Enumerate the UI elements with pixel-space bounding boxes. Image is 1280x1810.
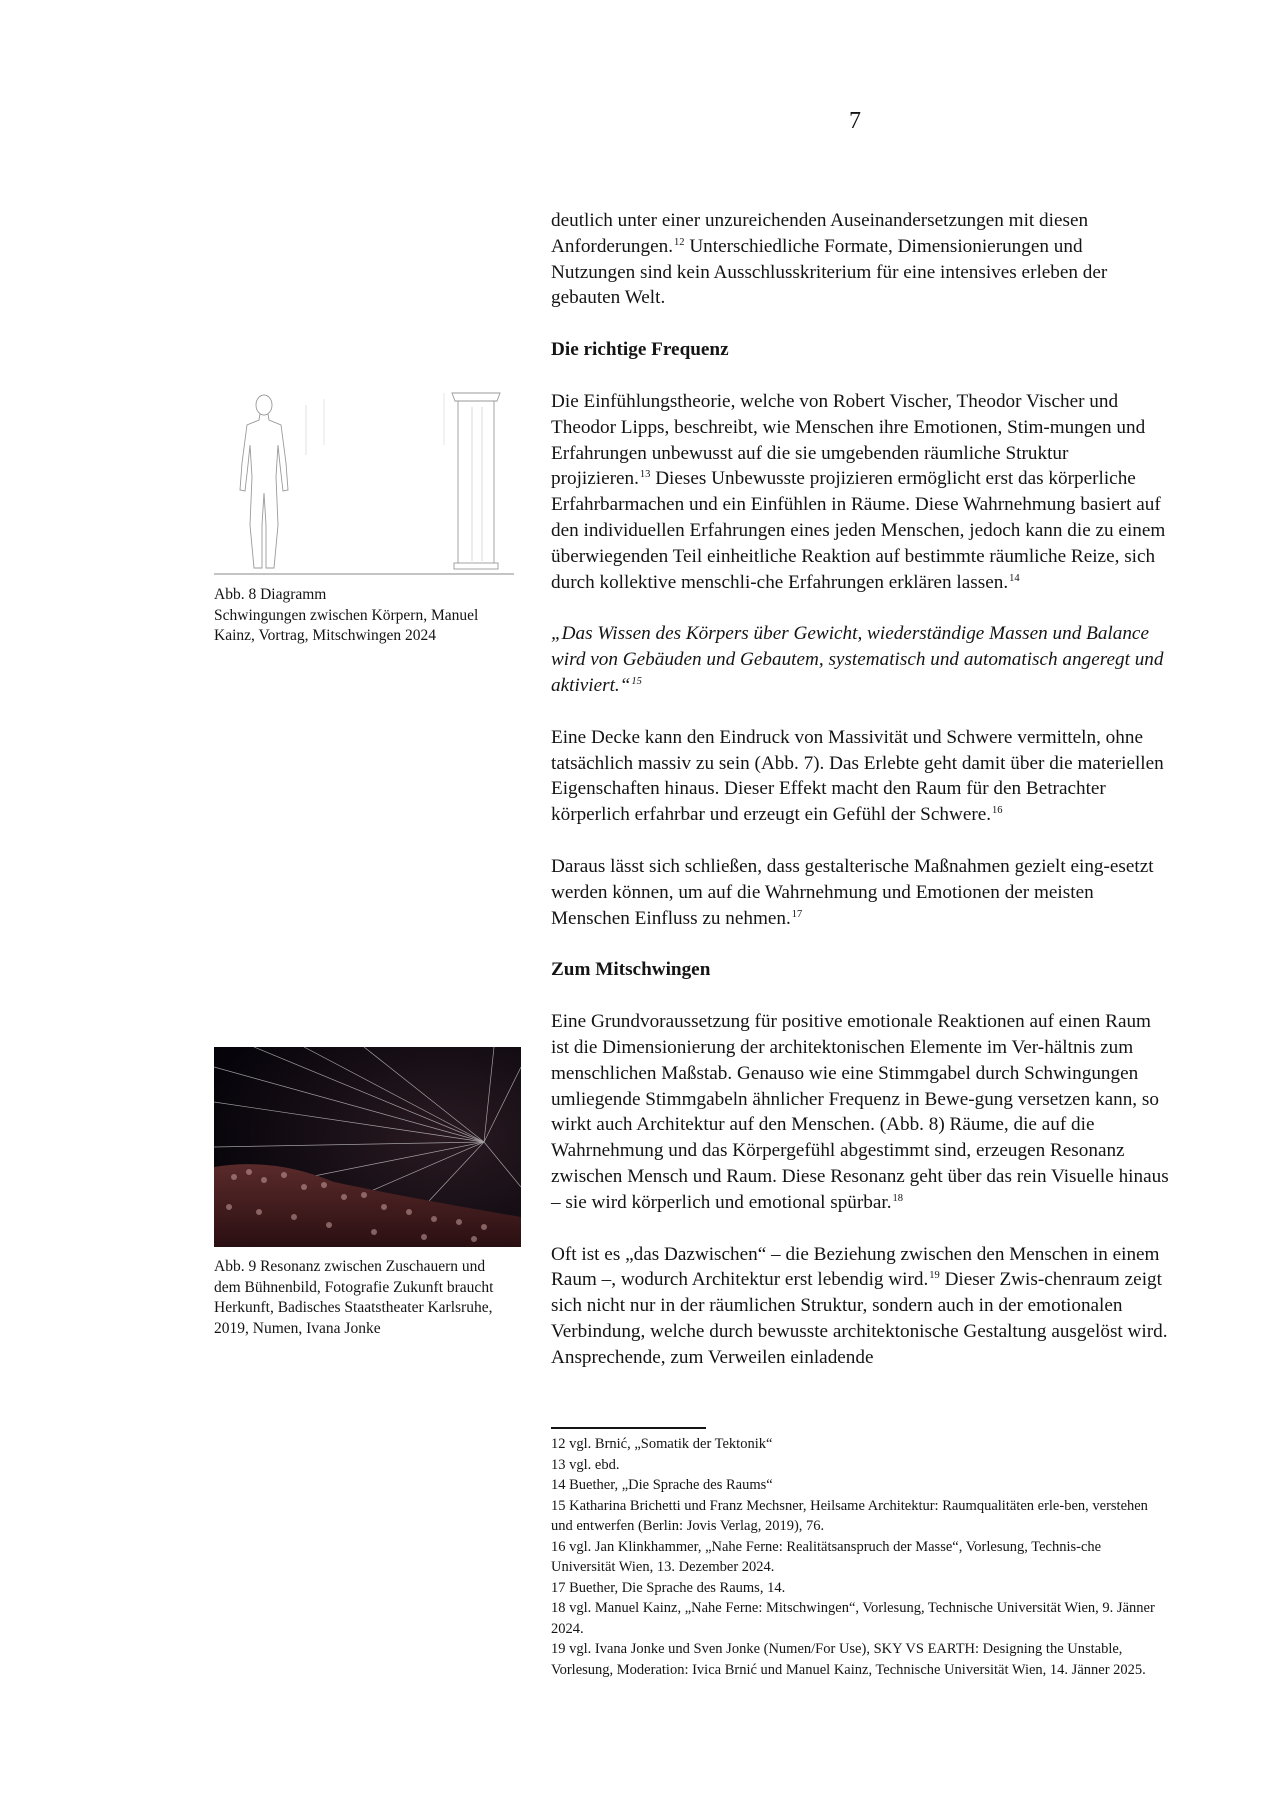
footnote-ref-18[interactable]: 18 bbox=[892, 1192, 904, 1204]
heading-die-richtige-frequenz: Die richtige Frequenz bbox=[551, 339, 729, 361]
figure-8-drawing bbox=[214, 385, 514, 575]
footnote-16: 16 vgl. Jan Klinkhammer, „Nahe Ferne: Realitätsanspruch der Masse“, Vorlesung, Technis-che Universität Wien, 13. Dezember 2024. bbox=[551, 1538, 1102, 1575]
footnote-13: 13 vgl. ebd. bbox=[551, 1456, 620, 1473]
footnote-18: 18 vgl. Manuel Kainz, „Nahe Ferne: Mitschwingen“, Vorlesung, Technische Universität Wien, 9. Jänner 2024. bbox=[551, 1600, 1155, 1637]
footnote-15: 15 Katharina Brichetti und Franz Mechsner, Heilsame Architektur: Raumqualitäten erle-ben, verstehen und entwerfen (Berlin: Jovis Verlag, 2019), 76. bbox=[551, 1497, 1148, 1534]
figure-8-caption-text: Schwingungen zwischen Körpern, Manuel Kainz, Vortrag, Mitschwingen 2024 bbox=[214, 606, 479, 644]
footnote-divider bbox=[551, 1427, 706, 1429]
footnote-12: 12 vgl. Brnić, „Somatik der Tektonik“ bbox=[551, 1436, 773, 1452]
paragraph-2: Die Einfühlungstheorie, welche von Robert Vischer, Theodor Vischer und Theodor Lipps, beschreibt, wie Menschen ihre Emotionen, Stim-mungen und Erfahrungen unbewusst auf die sie umgebenden räumliche Struktur projizieren.$^{13}$ Dieses Unbewusste projizieren ermöglicht erst das körperliche Erfahrbarmachen und ein Einfühlen in Räume. Diese Wahrnehmung basiert auf den individuellen Erfahrungen eines jeden Menschen, jedoch kann die zu einem überwiegenden Teil einheitliche Reaktion auf bestimmte räumliche Reize, sich durch kollektive menschli-che Erfahrungen erklären lassen.$^{14}$ bbox=[551, 390, 1166, 593]
block-quote: „Das Wissen des Körpers über Gewicht, wiederständige Massen und Balance wird von Gebäuden und Gebautem, systematisch und automatisch angeregt und aktiviert.“$^{15}$ bbox=[551, 623, 1164, 696]
footnotes-list bbox=[551, 1434, 1166, 1680]
footnote-14: 14 Buether, „Die Sprache des Raums“ bbox=[551, 1477, 773, 1493]
paragraph-3: Eine Decke kann den Eindruck von Massivität und Schwere vermitteln, ohne tatsächlich massiv zu sein (Abb. 7). Das Erlebte geht damit über die materiellen Eigenschaften hinaus. Dieser Effekt macht den Raum für den Betrachter körperlich erfahrbar und erzeugt ein Gefühl der Schwere.$^{16}$ bbox=[551, 726, 1164, 826]
paragraph-1: deutlich unter einer unzureichenden Auseinandersetzungen mit diesen Anforderungen.$^{12}$ Unterschiedliche Formate, Dimensionierungen und Nutzungen sind kein Ausschlusskriterium für eine intensives erleben der gebauten Welt. bbox=[551, 210, 1108, 309]
footnote-ref-19[interactable]: 19 bbox=[929, 1270, 940, 1282]
paragraph-6: Oft ist es „das Dazwischen“ – die Beziehung zwischen den Menschen in einem Raum –, wodurch Architektur erst lebendig wird.$^{19}$ Dieser Zwis-chenraum zeigt sich nicht nur in der räumlichen Struktur, sondern auch in der emotionalen Verbindung, welche durch bewusste architektonische Gestaltung ausgelöst wird. Ansprechende, zum Verweilen einladende bbox=[551, 1243, 1168, 1368]
footnote-ref-16[interactable]: 16 bbox=[992, 805, 1003, 817]
paragraph-4: Daraus lässt sich schließen, dass gestalterische Maßnahmen gezielt eing-esetzt werden können, um auf die Wahrnehmung und Emotionen der meisten Menschen Einfluss zu nehmen.$^{17}$ bbox=[551, 855, 1154, 929]
footnote-ref-13[interactable]: 13 bbox=[639, 469, 651, 481]
paragraph-5: Eine Grundvoraussetzung für positive emotionale Reaktionen auf einen Raum ist die Dimensionierung der architektonischen Elemente im Ver-hältnis zum menschlichen Maßstab. Genauso wie eine Stimmgabel durch Schwingungen umliegende Stimmgabeln ähnlicher Frequenz in Bewe-gung versetzen kann, so wirkt auch Architektur auf den Menschen. (Abb. 8) Räume, die auf die Wahrnehmung und das Körpergefühl abgestimmt sind, erzeugen Resonanz zwischen Mensch und Raum. Diese Resonanz geht über das rein Visuelle hinaus – sie wird körperlich und emotional spürbar.$^{18}$ bbox=[551, 1011, 1169, 1213]
figure-9-caption bbox=[214, 1257, 514, 1339]
figure-9-photo bbox=[214, 1047, 521, 1247]
figure-8-caption bbox=[214, 585, 514, 647]
footnote-19: 19 vgl. Ivana Jonke und Sven Jonke (Numen/For Use), SKY VS EARTH: Designing the Unstable, Vorlesung, Moderation: Ivica Brnić und Manuel Kainz, Technische Universität Wien, 14. Jänner 2025. bbox=[551, 1641, 1146, 1678]
figure-8-diagram bbox=[214, 385, 514, 575]
footnote-ref-14[interactable]: 14 bbox=[1009, 572, 1020, 584]
figure-8-caption-title: Abb. 8 Diagramm bbox=[214, 586, 327, 603]
heading-zum-mitschwingen: Zum Mitschwingen bbox=[551, 959, 711, 981]
figure-9-theatre-image bbox=[214, 1047, 521, 1247]
main-text-column bbox=[551, 208, 1171, 1370]
page-number: 7 bbox=[849, 108, 861, 134]
figure-9-caption-text: Abb. 9 Resonanz zwischen Zuschauern und dem Bühnenbild, Fotografie Zukunft braucht Herkunft, Badisches Staatstheater Karlsruhe, 2019, Numen, Ivana Jonke bbox=[214, 1258, 494, 1337]
footnote-17: 17 Buether, Die Sprache des Raums, 14. bbox=[551, 1579, 786, 1596]
footnote-ref-15[interactable]: 15 bbox=[631, 675, 642, 687]
footnote-ref-17[interactable]: 17 bbox=[791, 908, 803, 920]
footnote-ref-12[interactable]: 12 bbox=[674, 236, 685, 248]
